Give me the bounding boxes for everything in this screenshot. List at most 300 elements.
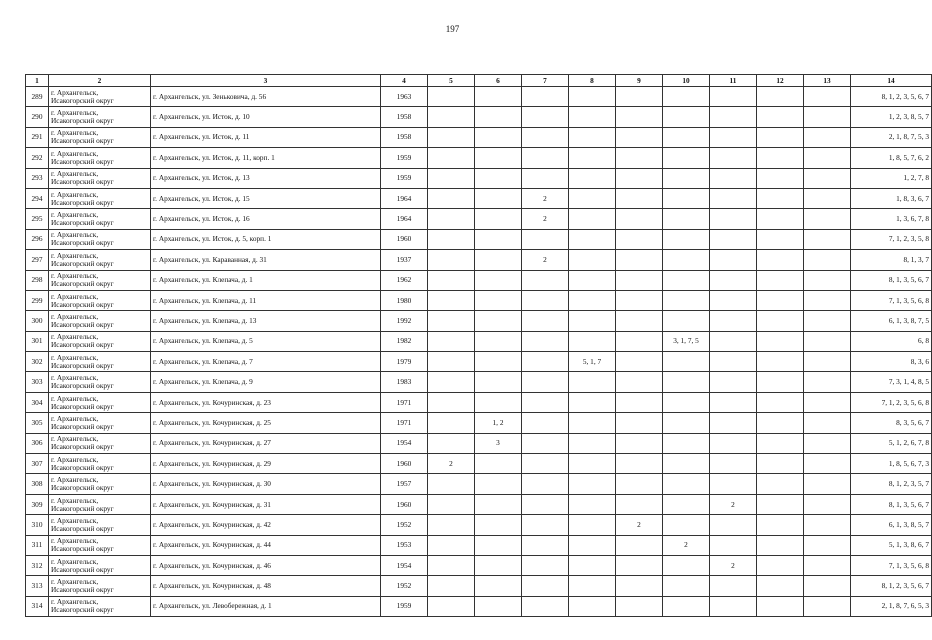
location-cell <box>49 454 151 474</box>
value-cell-14: 7, 1, 2, 3, 5, 8 <box>851 229 932 249</box>
value-cell-5 <box>428 87 475 107</box>
value-cell-14: 2, 1, 8, 7, 5, 3 <box>851 127 932 147</box>
value-cell-13 <box>804 494 851 514</box>
address-cell: г. Архангельск, ул. Левобережная, д. 1 <box>151 596 381 616</box>
column-header-1: 1 <box>26 75 49 87</box>
location-city: г. Архангельск, <box>51 189 99 199</box>
value-cell-7: 2 <box>522 188 569 208</box>
value-cell-8 <box>569 270 616 290</box>
location-cell <box>49 87 151 107</box>
value-cell-5 <box>428 107 475 127</box>
value-cell-8 <box>569 413 616 433</box>
value-cell-6 <box>475 168 522 188</box>
table-row <box>26 87 932 107</box>
registry-table <box>25 74 932 617</box>
address-cell: г. Архангельск, ул. Клепача, д. 13 <box>151 311 381 331</box>
year-cell: 1992 <box>381 311 428 331</box>
location-cell <box>49 250 151 270</box>
value-cell-11 <box>710 127 757 147</box>
value-cell-13 <box>804 168 851 188</box>
location-city: г. Архангельск, <box>51 434 99 444</box>
value-cell-9 <box>616 188 663 208</box>
value-cell-8: 5, 1, 7 <box>569 352 616 372</box>
value-cell-14: 7, 1, 3, 5, 6, 8 <box>851 290 932 310</box>
value-cell-13 <box>804 535 851 555</box>
year-cell: 1982 <box>381 331 428 351</box>
value-cell-12 <box>757 352 804 372</box>
table-row <box>26 188 932 208</box>
value-cell-8 <box>569 87 616 107</box>
location-district: Исакогорский округ <box>51 544 114 554</box>
value-cell-11 <box>710 107 757 127</box>
location-district: Исакогорский округ <box>51 177 114 187</box>
row-number: 292 <box>26 148 49 168</box>
row-number: 290 <box>26 107 49 127</box>
location-cell <box>49 392 151 412</box>
value-cell-14: 6, 8 <box>851 331 932 351</box>
value-cell-5 <box>428 290 475 310</box>
location-city: г. Архангельск, <box>51 352 99 362</box>
value-cell-6 <box>475 87 522 107</box>
table-body <box>26 87 932 617</box>
value-cell-5 <box>428 331 475 351</box>
value-cell-10 <box>663 270 710 290</box>
table-row <box>26 250 932 270</box>
location-city: г. Архангельск, <box>51 556 99 566</box>
year-cell: 1983 <box>381 372 428 392</box>
table-row <box>26 494 932 514</box>
location-cell <box>49 555 151 575</box>
value-cell-9 <box>616 372 663 392</box>
location-city: г. Архангельск, <box>51 577 99 587</box>
address-cell: г. Архангельск, ул. Кочуринская, д. 29 <box>151 454 381 474</box>
value-cell-7 <box>522 331 569 351</box>
value-cell-12 <box>757 127 804 147</box>
location-cell <box>49 148 151 168</box>
location-cell <box>49 535 151 555</box>
value-cell-10 <box>663 148 710 168</box>
location-district: Исакогорский округ <box>51 462 114 472</box>
row-number: 296 <box>26 229 49 249</box>
table-row <box>26 372 932 392</box>
value-cell-12 <box>757 576 804 596</box>
value-cell-14: 1, 8, 5, 6, 7, 3 <box>851 454 932 474</box>
value-cell-6 <box>475 290 522 310</box>
value-cell-12 <box>757 433 804 453</box>
address-cell: г. Архангельск, ул. Исток, д. 13 <box>151 168 381 188</box>
value-cell-7 <box>522 107 569 127</box>
column-header-10: 10 <box>663 75 710 87</box>
value-cell-9 <box>616 413 663 433</box>
value-cell-6 <box>475 352 522 372</box>
value-cell-6 <box>475 454 522 474</box>
column-header-12: 12 <box>757 75 804 87</box>
value-cell-7 <box>522 433 569 453</box>
value-cell-6 <box>475 555 522 575</box>
location-district: Исакогорский округ <box>51 197 114 207</box>
value-cell-8 <box>569 454 616 474</box>
value-cell-12 <box>757 596 804 616</box>
value-cell-14: 1, 8, 3, 6, 7 <box>851 188 932 208</box>
value-cell-10 <box>663 168 710 188</box>
value-cell-11 <box>710 576 757 596</box>
location-district: Исакогорский округ <box>51 95 114 105</box>
row-number: 293 <box>26 168 49 188</box>
year-cell: 1960 <box>381 229 428 249</box>
location-city: г. Архангельск, <box>51 332 99 342</box>
address-cell: г. Архангельск, ул. Исток, д. 15 <box>151 188 381 208</box>
value-cell-6 <box>475 535 522 555</box>
year-cell: 1952 <box>381 515 428 535</box>
value-cell-14: 8, 1, 2, 3, 5, 6, 7 <box>851 87 932 107</box>
value-cell-8 <box>569 535 616 555</box>
value-cell-11 <box>710 352 757 372</box>
row-number: 306 <box>26 433 49 453</box>
value-cell-12 <box>757 270 804 290</box>
value-cell-10 <box>663 352 710 372</box>
location-cell <box>49 229 151 249</box>
value-cell-7 <box>522 535 569 555</box>
value-cell-10 <box>663 454 710 474</box>
value-cell-12 <box>757 250 804 270</box>
table-row <box>26 331 932 351</box>
value-cell-5 <box>428 250 475 270</box>
value-cell-8 <box>569 148 616 168</box>
value-cell-9 <box>616 127 663 147</box>
value-cell-11 <box>710 188 757 208</box>
value-cell-12 <box>757 229 804 249</box>
value-cell-7 <box>522 454 569 474</box>
location-district: Исакогорский округ <box>51 279 114 289</box>
value-cell-13 <box>804 413 851 433</box>
location-district: Исакогорский округ <box>51 238 114 248</box>
value-cell-7 <box>522 596 569 616</box>
value-cell-8 <box>569 209 616 229</box>
value-cell-13 <box>804 331 851 351</box>
value-cell-5 <box>428 148 475 168</box>
location-city: г. Архангельск, <box>51 169 99 179</box>
value-cell-14: 5, 1, 2, 6, 7, 8 <box>851 433 932 453</box>
location-district: Исакогорский округ <box>51 421 114 431</box>
location-city: г. Архангельск, <box>51 495 99 505</box>
value-cell-10 <box>663 392 710 412</box>
value-cell-10 <box>663 372 710 392</box>
value-cell-10 <box>663 127 710 147</box>
value-cell-11 <box>710 515 757 535</box>
column-header-7: 7 <box>522 75 569 87</box>
address-cell: г. Архангельск, ул. Кочуринская, д. 23 <box>151 392 381 412</box>
row-number: 298 <box>26 270 49 290</box>
value-cell-8 <box>569 494 616 514</box>
value-cell-14: 8, 3, 6 <box>851 352 932 372</box>
year-cell: 1959 <box>381 148 428 168</box>
row-number: 311 <box>26 535 49 555</box>
value-cell-8 <box>569 331 616 351</box>
location-district: Исакогорский округ <box>51 136 114 146</box>
address-cell: г. Архангельск, ул. Кочуринская, д. 27 <box>151 433 381 453</box>
value-cell-5 <box>428 311 475 331</box>
value-cell-13 <box>804 372 851 392</box>
row-number: 303 <box>26 372 49 392</box>
year-cell: 1958 <box>381 127 428 147</box>
value-cell-13 <box>804 433 851 453</box>
value-cell-5 <box>428 392 475 412</box>
year-cell: 1964 <box>381 188 428 208</box>
value-cell-7: 2 <box>522 209 569 229</box>
value-cell-8 <box>569 229 616 249</box>
location-district: Исакогорский округ <box>51 564 114 574</box>
value-cell-13 <box>804 250 851 270</box>
value-cell-13 <box>804 209 851 229</box>
value-cell-5 <box>428 168 475 188</box>
value-cell-10 <box>663 188 710 208</box>
column-header-11: 11 <box>710 75 757 87</box>
address-cell: г. Архангельск, ул. Исток, д. 5, корп. 1 <box>151 229 381 249</box>
value-cell-5 <box>428 474 475 494</box>
value-cell-9 <box>616 311 663 331</box>
value-cell-11 <box>710 413 757 433</box>
value-cell-14: 6, 1, 3, 8, 5, 7 <box>851 515 932 535</box>
value-cell-8 <box>569 250 616 270</box>
location-city: г. Архангельск, <box>51 87 99 97</box>
location-district: Исакогорский округ <box>51 483 114 493</box>
value-cell-13 <box>804 127 851 147</box>
location-cell <box>49 596 151 616</box>
value-cell-10 <box>663 413 710 433</box>
table-row <box>26 168 932 188</box>
value-cell-14: 7, 1, 2, 3, 5, 6, 8 <box>851 392 932 412</box>
value-cell-5 <box>428 127 475 147</box>
value-cell-11 <box>710 596 757 616</box>
value-cell-14: 7, 1, 3, 5, 6, 8 <box>851 555 932 575</box>
value-cell-14: 7, 3, 1, 4, 8, 5 <box>851 372 932 392</box>
value-cell-12 <box>757 413 804 433</box>
value-cell-11 <box>710 290 757 310</box>
year-cell: 1959 <box>381 168 428 188</box>
address-cell: г. Архангельск, ул. Клепача, д. 11 <box>151 290 381 310</box>
year-cell: 1962 <box>381 270 428 290</box>
value-cell-7 <box>522 290 569 310</box>
value-cell-7 <box>522 392 569 412</box>
location-cell <box>49 107 151 127</box>
value-cell-13 <box>804 474 851 494</box>
value-cell-13 <box>804 576 851 596</box>
value-cell-12 <box>757 454 804 474</box>
value-cell-11 <box>710 209 757 229</box>
value-cell-13 <box>804 107 851 127</box>
value-cell-12 <box>757 494 804 514</box>
value-cell-14: 1, 3, 6, 7, 8 <box>851 209 932 229</box>
location-district: Исакогорский округ <box>51 258 114 268</box>
value-cell-9 <box>616 352 663 372</box>
location-cell <box>49 311 151 331</box>
value-cell-8 <box>569 576 616 596</box>
value-cell-12 <box>757 188 804 208</box>
year-cell: 1960 <box>381 494 428 514</box>
location-city: г. Архангельск, <box>51 128 99 138</box>
value-cell-11 <box>710 168 757 188</box>
column-header-14: 14 <box>851 75 932 87</box>
address-cell: г. Архангельск, ул. Клепача, д. 9 <box>151 372 381 392</box>
row-number: 308 <box>26 474 49 494</box>
location-city: г. Архангельск, <box>51 108 99 118</box>
header-row <box>26 75 932 87</box>
year-cell: 1957 <box>381 474 428 494</box>
value-cell-6 <box>475 311 522 331</box>
table-row <box>26 576 932 596</box>
value-cell-10 <box>663 311 710 331</box>
value-cell-12 <box>757 87 804 107</box>
value-cell-6 <box>475 596 522 616</box>
location-city: г. Архангельск, <box>51 515 99 525</box>
value-cell-14: 1, 2, 3, 8, 5, 7 <box>851 107 932 127</box>
column-header-13: 13 <box>804 75 851 87</box>
address-cell: г. Архангельск, ул. Кочуринская, д. 48 <box>151 576 381 596</box>
value-cell-6 <box>475 494 522 514</box>
row-number: 300 <box>26 311 49 331</box>
table-row <box>26 596 932 616</box>
value-cell-8 <box>569 515 616 535</box>
location-cell <box>49 168 151 188</box>
row-number: 314 <box>26 596 49 616</box>
value-cell-9 <box>616 392 663 412</box>
value-cell-9 <box>616 535 663 555</box>
value-cell-6 <box>475 392 522 412</box>
value-cell-14: 8, 1, 3, 7 <box>851 250 932 270</box>
table-row <box>26 555 932 575</box>
value-cell-8 <box>569 433 616 453</box>
value-cell-6 <box>475 229 522 249</box>
value-cell-14: 6, 1, 3, 8, 7, 5 <box>851 311 932 331</box>
column-header-2: 2 <box>49 75 151 87</box>
location-district: Исакогорский округ <box>51 218 114 228</box>
value-cell-9 <box>616 87 663 107</box>
value-cell-8 <box>569 188 616 208</box>
value-cell-11 <box>710 454 757 474</box>
value-cell-9 <box>616 555 663 575</box>
value-cell-9 <box>616 494 663 514</box>
value-cell-5: 2 <box>428 454 475 474</box>
value-cell-7 <box>522 372 569 392</box>
row-number: 309 <box>26 494 49 514</box>
value-cell-5 <box>428 555 475 575</box>
year-cell: 1959 <box>381 596 428 616</box>
value-cell-10 <box>663 515 710 535</box>
value-cell-13 <box>804 392 851 412</box>
table-row <box>26 148 932 168</box>
value-cell-8 <box>569 127 616 147</box>
value-cell-5 <box>428 229 475 249</box>
address-cell: г. Архангельск, ул. Клепача, д. 1 <box>151 270 381 290</box>
location-city: г. Архангельск, <box>51 393 99 403</box>
value-cell-11 <box>710 250 757 270</box>
value-cell-9 <box>616 596 663 616</box>
value-cell-6 <box>475 270 522 290</box>
year-cell: 1953 <box>381 535 428 555</box>
table-row <box>26 209 932 229</box>
year-cell: 1971 <box>381 392 428 412</box>
location-city: г. Архангельск, <box>51 210 99 220</box>
table-row <box>26 107 932 127</box>
year-cell: 1954 <box>381 433 428 453</box>
location-cell <box>49 576 151 596</box>
value-cell-13 <box>804 290 851 310</box>
value-cell-5 <box>428 576 475 596</box>
value-cell-14: 8, 3, 5, 6, 7 <box>851 413 932 433</box>
value-cell-5 <box>428 515 475 535</box>
column-header-6: 6 <box>475 75 522 87</box>
value-cell-5 <box>428 535 475 555</box>
address-cell: г. Архангельск, ул. Кочуринская, д. 30 <box>151 474 381 494</box>
value-cell-7 <box>522 555 569 575</box>
value-cell-6: 3 <box>475 433 522 453</box>
location-city: г. Архангельск, <box>51 250 99 260</box>
year-cell: 1971 <box>381 413 428 433</box>
value-cell-10 <box>663 209 710 229</box>
table-row <box>26 535 932 555</box>
location-cell <box>49 331 151 351</box>
location-cell <box>49 413 151 433</box>
value-cell-5 <box>428 413 475 433</box>
column-header-5: 5 <box>428 75 475 87</box>
value-cell-12 <box>757 331 804 351</box>
value-cell-6 <box>475 576 522 596</box>
value-cell-6 <box>475 331 522 351</box>
address-cell: г. Архангельск, ул. Исток, д. 11, корп. 1 <box>151 148 381 168</box>
value-cell-11: 2 <box>710 555 757 575</box>
value-cell-13 <box>804 596 851 616</box>
value-cell-8 <box>569 555 616 575</box>
value-cell-10 <box>663 290 710 310</box>
value-cell-11 <box>710 311 757 331</box>
value-cell-7 <box>522 515 569 535</box>
value-cell-7 <box>522 87 569 107</box>
value-cell-13 <box>804 148 851 168</box>
location-cell <box>49 290 151 310</box>
value-cell-10: 2 <box>663 535 710 555</box>
location-city: г. Архангельск, <box>51 536 99 546</box>
value-cell-6: 1, 2 <box>475 413 522 433</box>
value-cell-14: 1, 8, 5, 7, 6, 2 <box>851 148 932 168</box>
value-cell-13 <box>804 555 851 575</box>
location-city: г. Архангельск, <box>51 271 99 281</box>
value-cell-9 <box>616 107 663 127</box>
value-cell-11 <box>710 372 757 392</box>
value-cell-7 <box>522 270 569 290</box>
location-district: Исакогорский округ <box>51 523 114 533</box>
value-cell-14: 1, 2, 7, 8 <box>851 168 932 188</box>
value-cell-12 <box>757 515 804 535</box>
location-city: г. Архангельск, <box>51 454 99 464</box>
value-cell-9 <box>616 290 663 310</box>
value-cell-8 <box>569 392 616 412</box>
location-city: г. Архангельск, <box>51 597 99 607</box>
value-cell-13 <box>804 188 851 208</box>
table-row <box>26 433 932 453</box>
value-cell-11 <box>710 392 757 412</box>
value-cell-9 <box>616 474 663 494</box>
value-cell-11 <box>710 331 757 351</box>
value-cell-13 <box>804 87 851 107</box>
row-number: 294 <box>26 188 49 208</box>
value-cell-6 <box>475 148 522 168</box>
value-cell-10 <box>663 87 710 107</box>
address-cell: г. Архангельск, ул. Клепача, д. 7 <box>151 352 381 372</box>
column-header-3: 3 <box>151 75 381 87</box>
value-cell-9: 2 <box>616 515 663 535</box>
value-cell-5 <box>428 188 475 208</box>
location-city: г. Архангельск, <box>51 311 99 321</box>
